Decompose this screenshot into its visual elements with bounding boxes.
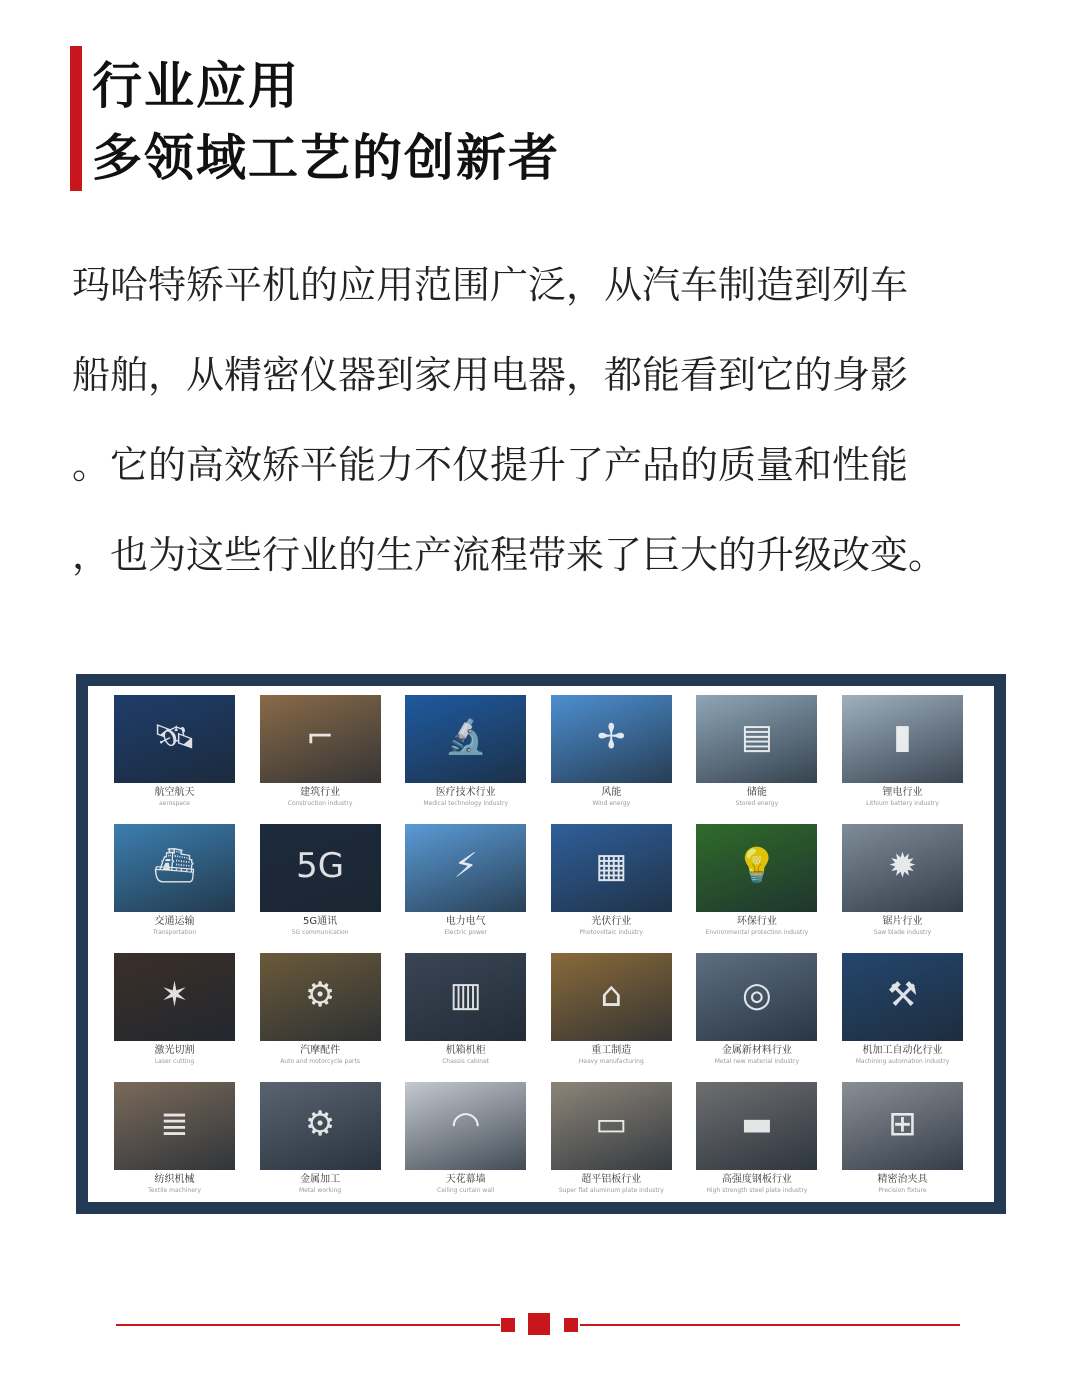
solar-panel-icon (551, 824, 672, 912)
industry-name: 建筑行业 (300, 787, 341, 798)
industry-tile (551, 1082, 672, 1195)
industry-name: 电力电气 (445, 916, 486, 927)
chip-5g-icon (260, 824, 381, 912)
industry-name-en: Machining automation industry (855, 1058, 950, 1065)
industry-name-en: Medical technology industry (423, 800, 509, 807)
wind-turbine-glyph: ✢ (597, 717, 626, 757)
industry-name: 储能 (746, 787, 767, 798)
fixture-glyph: ⊞ (888, 1104, 917, 1144)
industry-name: 超平铝板行业 (581, 1174, 642, 1185)
industry-name: 金属新材料行业 (721, 1045, 792, 1056)
industry-tile (696, 824, 817, 937)
industry-name-en: Wind energy (592, 800, 631, 807)
chip-5g-glyph: 5G (296, 846, 345, 886)
ceiling-icon (405, 1082, 526, 1170)
industry-name: 锯片行业 (882, 916, 923, 927)
industry-name: 纺织机械 (154, 1174, 195, 1185)
intro-line: 。它的高效矫平能力不仅提升了产品的质量和性能 (72, 443, 909, 487)
crane-icon (260, 695, 381, 783)
cabinet-icon (405, 953, 526, 1041)
industry-name-en: aerospace (159, 800, 190, 807)
divider-square (564, 1318, 578, 1332)
industry-tile (696, 1082, 817, 1195)
industry-tile (842, 953, 963, 1066)
industry-tile (260, 1082, 381, 1195)
fixture-icon (842, 1082, 963, 1170)
industry-tile (405, 1082, 526, 1195)
laser-spark-icon (114, 953, 235, 1041)
plate-stack-icon (551, 1082, 672, 1170)
industry-tile (114, 1082, 235, 1195)
battery-icon (842, 695, 963, 783)
divider-line-left (116, 1324, 500, 1326)
storage-container-glyph: ▤ (740, 717, 773, 757)
ship-icon (114, 824, 235, 912)
intro-line: 玛哈特矫平机的应用范围广泛，从汽车制造到列车 (72, 263, 909, 307)
intro-paragraph (72, 240, 1032, 600)
industry-name-en: Metal new material industry (714, 1058, 800, 1065)
industry-name-en: Photovoltaic industry (579, 929, 644, 936)
industry-name: 高强度钢板行业 (721, 1174, 792, 1185)
saw-blade-glyph: ✹ (888, 846, 917, 886)
industry-tile (405, 953, 526, 1066)
microscope-glyph: 🔬 (444, 717, 487, 757)
industry-name-en: Environmental protection industry (705, 929, 809, 936)
intro-line: ，也为这些行业的生产流程带来了巨大的升级改变。 (72, 533, 947, 577)
lightbulb-plant-glyph: 💡 (735, 846, 779, 886)
saw-blade-icon (842, 824, 963, 912)
gear-icon (260, 953, 381, 1041)
factory-glyph: ⌂ (600, 975, 623, 1015)
industry-tile (260, 953, 381, 1066)
industry-name: 医疗技术行业 (435, 787, 496, 798)
divider-square (501, 1318, 515, 1332)
satellite-glyph: 🛰 (152, 717, 197, 757)
storage-container-icon (696, 695, 817, 783)
steel-coil-icon (696, 953, 817, 1041)
divider-square-center (528, 1313, 550, 1335)
industry-tile (405, 824, 526, 937)
industry-name-en: Super flat aluminum plate industry (558, 1187, 664, 1194)
steel-plate-glyph: ▬ (740, 1104, 773, 1144)
loom-icon (114, 1082, 235, 1170)
laser-spark-glyph: ✶ (160, 975, 189, 1015)
industry-gallery-frame (76, 674, 1006, 1214)
lathe-icon (260, 1082, 381, 1170)
ceiling-glyph: ◠ (450, 1104, 481, 1144)
microscope-icon (405, 695, 526, 783)
battery-glyph: ▮ (893, 717, 912, 757)
steel-coil-glyph: ◎ (742, 975, 772, 1015)
power-tower-icon (405, 824, 526, 912)
industry-name: 重工制造 (591, 1045, 632, 1056)
industry-name-en: Lithium battery industry (866, 800, 939, 807)
ship-glyph: ⛴ (152, 846, 197, 886)
industry-name: 机箱机柜 (445, 1045, 486, 1056)
robot-arm-icon (842, 953, 963, 1041)
wind-turbine-icon (551, 695, 672, 783)
steel-plate-icon (696, 1082, 817, 1170)
industry-name: 精密治夹具 (877, 1174, 928, 1185)
lathe-glyph: ⚙ (304, 1104, 336, 1144)
industry-name: 环保行业 (736, 916, 777, 927)
cabinet-glyph: ▥ (449, 975, 482, 1015)
factory-icon (551, 953, 672, 1041)
industry-name: 汽摩配件 (300, 1045, 341, 1056)
industry-tile (114, 953, 235, 1066)
industry-tile (260, 695, 381, 808)
industry-tile (260, 824, 381, 937)
title-accent-bar (70, 46, 82, 191)
industry-name-en: Electric power (444, 929, 488, 936)
industry-tile (551, 953, 672, 1066)
intro-line: 船舶，从精密仪器到家用电器，都能看到它的身影 (72, 353, 909, 397)
industry-name-en: Stored energy (735, 800, 779, 807)
industry-name: 锂电行业 (882, 787, 923, 798)
divider-line-right (580, 1324, 960, 1326)
industry-name: 风能 (601, 787, 622, 798)
industry-name-en: Transportation (152, 929, 197, 936)
industry-name: 5G通讯 (303, 916, 338, 927)
industry-tile (696, 953, 817, 1066)
industry-tile (114, 695, 235, 808)
industry-name-en: Construction industry (287, 800, 353, 807)
industry-name-en: Saw blade industry (873, 929, 932, 936)
industry-name: 天花幕墙 (445, 1174, 486, 1185)
industry-tile (842, 1082, 963, 1195)
industry-tile (114, 824, 235, 937)
power-tower-glyph: ⚡ (453, 846, 478, 886)
industry-tile (551, 824, 672, 937)
industry-name-en: Ceiling curtain wall (437, 1187, 495, 1194)
industry-tile (842, 824, 963, 937)
industry-name-en: Textile machinery (148, 1187, 201, 1194)
industry-name: 机加工自动化行业 (862, 1045, 943, 1056)
industry-tile (405, 695, 526, 808)
industry-name: 激光切割 (154, 1045, 195, 1056)
industry-name-en: 5G communication (291, 929, 349, 936)
solar-panel-glyph: ▦ (595, 846, 628, 886)
industry-name-en: Precision fixture (878, 1187, 927, 1194)
industry-tile (842, 695, 963, 808)
industry-grid (88, 686, 994, 1202)
gear-glyph: ⚙ (304, 975, 336, 1015)
lightbulb-plant-icon (696, 824, 817, 912)
plate-stack-glyph: ▭ (595, 1104, 628, 1144)
satellite-icon (114, 695, 235, 783)
industry-name: 航空航天 (154, 787, 195, 798)
industry-name-en: Auto and motorcycle parts (280, 1058, 360, 1065)
industry-name-en: Heavy manufacturing (578, 1058, 644, 1065)
industry-name-en: Metal working (298, 1187, 342, 1194)
robot-arm-glyph: ⚒ (887, 975, 918, 1015)
industry-tile (696, 695, 817, 808)
industry-name: 金属加工 (300, 1174, 341, 1185)
industry-name: 交通运输 (154, 916, 195, 927)
crane-glyph: ⌐ (305, 717, 335, 757)
industry-name-en: Laser cutting (154, 1058, 195, 1065)
industry-name-en: High strength steel plate industry (706, 1187, 808, 1194)
loom-glyph: ≣ (160, 1104, 189, 1144)
industry-tile (551, 695, 672, 808)
industry-name-en: Chassis cabinet (442, 1058, 490, 1065)
industry-name: 光伏行业 (591, 916, 632, 927)
page-subtitle: 多领域工艺的创新者 (92, 129, 560, 187)
page-title: 行业应用 (92, 57, 300, 115)
